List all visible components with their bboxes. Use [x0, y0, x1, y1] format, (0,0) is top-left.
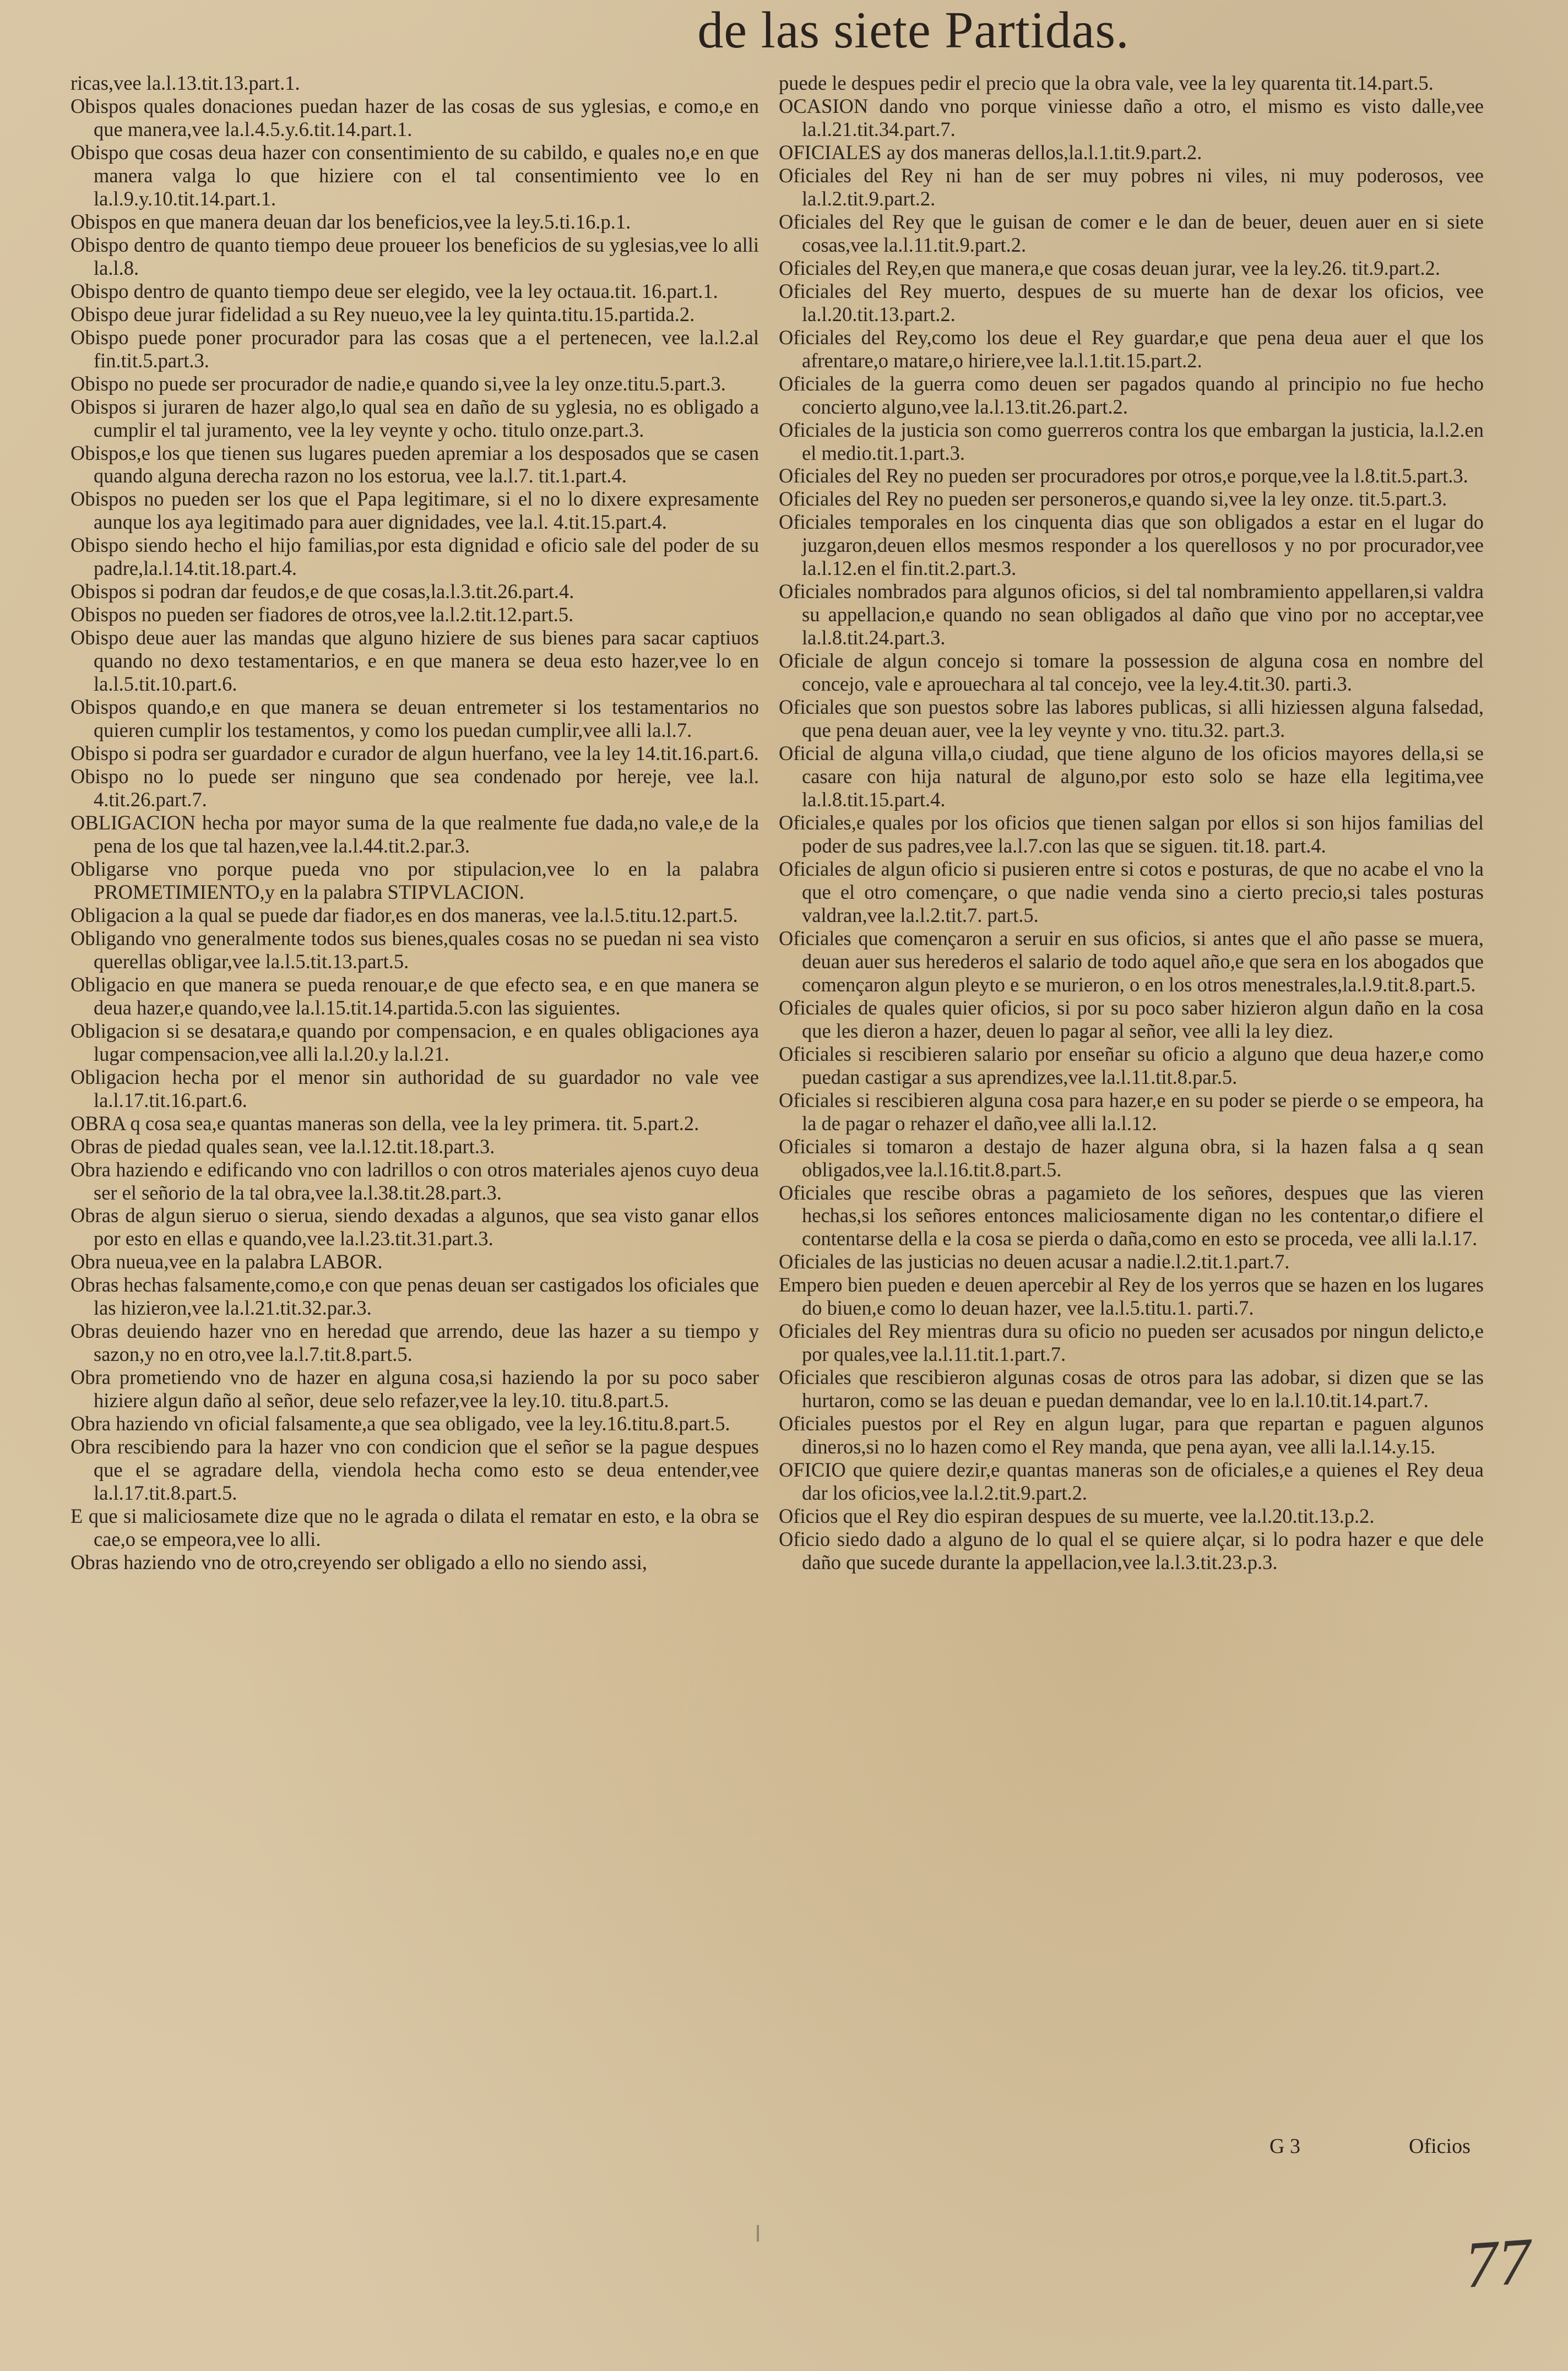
index-entry: E que si maliciosamete dize que no le agrada o dilata el rematar en esto, e la obra se cae,o se empeora,vee lo alli. — [70, 1505, 759, 1551]
index-entry: Obligacion a la qual se puede dar fiador,es en dos maneras, vee la.l.5.titu.12.part.5. — [70, 903, 738, 926]
index-entry: Obispo no puede ser procurador de nadie,e quando si,vee la ley onze.titu.5.part.3. — [70, 372, 726, 395]
index-entry: Oficiales que rescibieron algunas cosas de otros para las adobar, si dizen que se las hurtaron, como se las deuan e puedan demandar, vee lo en la.l.10.tit.14.part.7. — [779, 1366, 1484, 1412]
index-entry: Obras hechas falsamente,como,e con que penas deuan ser castigados los oficiales que las hizieron,vee la.l.21.tit.32.par.3. — [70, 1273, 759, 1320]
index-entry: Obra haziendo e edificando vno con ladrillos o con otros materiales ajenos cuyo deua ser el señorio de la tal obra,vee la.l.38.tit.28.part.3. — [70, 1158, 759, 1204]
index-entry: Obras de algun sieruo o sierua, siendo dexadas a algunos, que sea visto ganar ellos por esto en ellas e quando,vee la.l.23.tit.31.part.3. — [70, 1204, 759, 1250]
index-entry: Oficiales del Rey no pueden ser procuradores por otros,e porque,vee la l.8.tit.5.part.3. — [779, 464, 1468, 487]
index-entry: Obispos,e los que tienen sus lugares pueden apremiar a los desposados que se casen quando alguna derecha razon no los estorua, vee la.l.7. tit.1.part.4. — [70, 441, 759, 487]
index-entry: Obras haziendo vno de otro,creyendo ser obligado a ello no siendo assi, — [70, 1551, 648, 1574]
index-entry: Oficiales del Rey mientras dura su oficio no pueden ser acusados por ningun delicto,e por quales,vee la.l.11.tit.1.part.7. — [779, 1320, 1484, 1366]
index-entry: Oficiales de quales quier oficios, si por su poco saber hizieron algun daño en la cosa que les dieron a hazer, deuen lo pagar al señor, vee alli la ley diez. — [779, 996, 1484, 1042]
handwritten-folio-number: 77 — [1462, 2223, 1534, 2302]
index-entry: Obligacio en que manera se pueda renouar,e de que efecto sea, e en que manera se deua hazer,e quando,vee la.l.15.tit.14.partida.5.con las siguientes. — [70, 973, 759, 1019]
index-entry: Oficiales de la guerra como deuen ser pagados quando al principio no fue hecho concierto alguno,vee la.l.13.tit.26.part.2. — [779, 372, 1484, 418]
index-entry: Oficiales que rescibe obras a pagamieto de los señores, despues que las vieren hechas,si los señores entonces maliciosamente digan no les contentar,o difiere el contentarse della e la cosa se pierda o daña,como en esto se proceda, vee alli la.l.17. — [779, 1181, 1484, 1250]
index-entry: Obra rescibiendo para la hazer vno con condicion que el señor se la pague despues que el se agradare della, viendola hecha como esto se deua entender,vee la.l.17.tit.8.part.5. — [70, 1435, 759, 1505]
index-entry: Oficiales nombrados para algunos oficios, si del tal nombramiento appellaren,si valdra su appellacion,e quando no sean obligados al daño que vino por no acceptar,vee la.l.8.tit.24.part.3. — [779, 580, 1484, 649]
index-entry: Obras de piedad quales sean, vee la.l.12.tit.18.part.3. — [70, 1135, 495, 1158]
index-entry: Obispo puede poner procurador para las cosas que a el pertenecen, vee la.l.2.al fin.tit.5.part.3. — [70, 325, 759, 372]
index-entry: Obligarse vno porque pueda vno por stipulacion,vee lo en la palabra PROMETIMIENTO,y en la palabra STIPVLACION. — [70, 857, 759, 903]
index-entry: Obispo dentro de quanto tiempo deue proueer los beneficios de su yglesias,vee lo alli la.l.8. — [70, 233, 759, 279]
index-entry: Oficiales,e quales por los oficios que tienen salgan por ellos si son hijos familias del poder de sus padres,vee la.l.7.con las que se siguen. tit.18. part.4. — [779, 811, 1484, 857]
index-entry: Oficiales del Rey ni han de ser muy pobres ni viles, ni muy poderosos, vee la.l.2.tit.9.part.2. — [779, 164, 1484, 210]
index-entry: Oficiales del Rey,como los deue el Rey guardar,e que pena deua auer el que los afrentare,o matare,o hiriere,vee la.l.1.tit.15.part.2. — [779, 325, 1484, 372]
gutter-mark — [757, 2225, 759, 2242]
index-entry: OFICIO que quiere dezir,e quantas maneras son de oficiales,e a quienes el Rey deua dar los oficios,vee la.l.2.tit.9.part.2. — [779, 1458, 1484, 1505]
index-entry: Obispos en que manera deuan dar los beneficios,vee la ley.5.ti.16.p.1. — [70, 210, 631, 233]
index-entry: Obligando vno generalmente todos sus bienes,quales cosas no se puedan ni sea visto querellas obligar,vee la.l.5.tit.13.part.5. — [70, 926, 759, 973]
running-header — [0, 0, 1568, 63]
index-entry: Oficiales si rescibieren alguna cosa para hazer,e en su poder se pierde o se empeora, ha la de pagar o rehazer el daño,vee alli la.l.12. — [779, 1088, 1484, 1135]
index-entry: Obligacion hecha por el menor sin authoridad de su guardador no vale vee la.l.17.tit.16.part.6. — [70, 1065, 759, 1111]
index-entry: Obispos si juraren de hazer algo,lo qual sea en daño de su yglesia, no es obligado a cumplir el tal juramento, vee la ley veynte y ocho. titulo onze.part.3. — [70, 395, 759, 441]
index-entry: puede le despues pedir el precio que la obra vale, vee la ley quarenta tit.14.part.5. — [779, 72, 1434, 94]
index-entry: Oficiales de la justicia son como guerreros contra los que embargan la justicia, la.l.2.en el medio.tit.1.part.3. — [779, 418, 1484, 464]
index-entry: Oficiales temporales en los cinquenta dias que son obligados a estar en el lugar do juzgaron,deuen ellos mesmos responder a los querellosos y no por procurador,vee la.l.12.en el fin.tit.2.part.3. — [779, 511, 1484, 580]
index-entry: Obispos quando,e en que manera se deuan entremeter si los testamentarios no quieren cumplir los testamentos, y como los puedan cumplir,vee alli la.l.7. — [70, 696, 759, 742]
index-entry: ricas,vee la.l.13.tit.13.part.1. — [70, 72, 300, 94]
index-entry: OBLIGACION hecha por mayor suma de la que realmente fue dada,no vale,e de la pena de los que tal hazen,vee la.l.44.tit.2.par.3. — [70, 811, 759, 857]
index-entry: Oficiales puestos por el Rey en algun lugar, para que repartan e paguen algunos dineros,si no lo hazen como el Rey manda, que pena ayan, vee alli la.l.14.y.15. — [779, 1412, 1484, 1458]
index-entry: Oficial de alguna villa,o ciudad, que tiene alguno de los oficios mayores della,si se casare con hija natural de alguno,por esto solo se haze ella legitima,vee la.l.8.tit.15.part.4. — [779, 742, 1484, 811]
index-entry: Oficiales del Rey que le guisan de comer e le dan de beuer, deuen auer en si siete cosas,vee la.l.11.tit.9.part.2. — [779, 210, 1484, 256]
index-entry: Obispo siendo hecho el hijo familias,por esta dignidad e oficio sale del poder de su padre,la.l.14.tit.18.part.4. — [70, 534, 759, 580]
index-entry: Oficiales de algun oficio si pusieren entre si cotos e posturas, de que no acabe el vno la que el otro començare, o que nadie venda sino a cierto precio,si tales posturas valdran,vee la.l.2.tit.7. part.5. — [779, 857, 1484, 926]
index-entry: Oficiales del Rey,en que manera,e que cosas deuan jurar, vee la ley.26. tit.9.part.2. — [779, 256, 1440, 279]
index-entry: OCASION dando vno porque viniesse daño a otro, el mismo es visto dalle,vee la.l.21.tit.34.part.7. — [779, 94, 1484, 140]
index-entry: Oficio siedo dado a alguno de lo qual el se quiere alçar, si lo podra hazer e que dele daño que sucede durante la appellacion,vee la.l.3.tit.23.p.3. — [779, 1528, 1484, 1574]
page-title: de las siete Partidas. — [697, 2, 1130, 59]
index-entry: Obispos si podran dar feudos,e de que cosas,la.l.3.tit.26.part.4. — [70, 580, 574, 603]
index-entry: Oficiale de algun concejo si tomare la possession de alguna cosa en nombre del concejo, vale e aprouechara al tal concejo, vee la ley.4.tit.30. parti.3. — [779, 649, 1484, 696]
index-columns — [0, 72, 1568, 2220]
index-entry: Obispo deue jurar fidelidad a su Rey nueuo,vee la ley quinta.titu.15.partida.2. — [70, 302, 695, 325]
index-entry: OBRA q cosa sea,e quantas maneras son della, vee la ley primera. tit. 5.part.2. — [70, 1111, 699, 1135]
index-entry: Obras deuiendo hazer vno en heredad que arrendo, deue las hazer a su tiempo y sazon,y no en otro,vee la.l.7.tit.8.part.5. — [70, 1320, 759, 1366]
index-entry: Obra haziendo vn oficial falsamente,a que sea obligado, vee la ley.16.titu.8.part.5. — [70, 1412, 730, 1435]
index-entry: Obispo que cosas deua hazer con consentimiento de su cabildo, e quales no,e en que manera valga lo que hiziere con el tal consentimiento vee lo en la.l.9.y.10.tit.14.part.1. — [70, 140, 759, 210]
signature-mark: G 3 — [1269, 2135, 1300, 2158]
index-entry: Empero bien pueden e deuen apercebir al Rey de los yerros que se hazen en los lugares do biuen,e como lo deuan hazer, vee la.l.5.titu.1. parti.7. — [779, 1273, 1484, 1320]
catchword: Oficios — [1409, 2135, 1471, 2158]
index-entry: Oficiales que son puestos sobre las labores publicas, si alli hiziessen alguna falsedad, que pena deuan auer, vee la ley veynte y vno. titu.32. part.3. — [779, 696, 1484, 742]
index-entry: Obligacion si se desatara,e quando por compensacion, e en quales obligaciones aya lugar compensacion,vee alli la.l.20.y la.l.21. — [70, 1019, 759, 1065]
index-entry: Obispo dentro de quanto tiempo deue ser elegido, vee la ley octaua.tit. 16.part.1. — [70, 279, 718, 302]
index-entry: Oficiales que començaron a seruir en sus oficios, si antes que el año passe se muera, deuan auer sus herederos el salario de todo aquel año,e que sera en los abogados que començaron algun pleyto e se murieron, o en los otros menestrales,la.l.9.tit.8.part.5. — [779, 926, 1484, 996]
index-entry: Obispo si podra ser guardador e curador de algun huerfano, vee la ley 14.tit.16.part.6. — [70, 742, 759, 765]
index-entry: Oficiales del Rey muerto, despues de su muerte han de dexar los oficios, vee la.l.20.tit.13.part.2. — [779, 279, 1484, 325]
index-entry: Obra nueua,vee en la palabra LABOR. — [70, 1250, 383, 1273]
index-entry: Obispos no pueden ser fiadores de otros,vee la.l.2.tit.12.part.5. — [70, 603, 574, 626]
index-entry: Oficios que el Rey dio espiran despues de su muerte, vee la.l.20.tit.13.p.2. — [779, 1505, 1375, 1528]
index-entry: Obispos quales donaciones puedan hazer de las cosas de sus yglesias, e como,e en que manera,vee la.l.4.5.y.6.tit.14.part.1. — [70, 94, 759, 140]
index-entry: Oficiales si rescibieren salario por enseñar su oficio a alguno que deua hazer,e como puedan castigar a sus aprendizes,vee la.l.11.tit.8.par.5. — [779, 1042, 1484, 1088]
index-entry: Obra prometiendo vno de hazer en alguna cosa,si haziendo la por su poco saber hiziere algun daño al señor, deue selo refazer,vee la ley.10. titu.8.part.5. — [70, 1366, 759, 1412]
index-entry: Obispo no lo puede ser ninguno que sea condenado por hereje, vee la.l. 4.tit.26.part.7. — [70, 765, 759, 811]
index-entry: Obispo deue auer las mandas que alguno hiziere de sus bienes para sacar captiuos quando no dexo testamentarios, e en que manera se deua esto hazer,vee lo en la.l.5.tit.10.part.6. — [70, 626, 759, 696]
right-column — [779, 72, 1484, 1574]
left-column — [70, 72, 759, 1574]
index-entry: Oficiales del Rey no pueden ser personeros,e quando si,vee la ley onze. tit.5.part.3. — [779, 487, 1447, 511]
index-entry: OFICIALES ay dos maneras dellos,la.l.1.tit.9.part.2. — [779, 140, 1202, 164]
index-entry: Oficiales si tomaron a destajo de hazer alguna obra, si la hazen falsa a q sean obligados,vee la.l.16.tit.8.part.5. — [779, 1135, 1484, 1181]
index-entry: Obispos no pueden ser los que el Papa legitimare, si el no lo dixere expresamente aunque los aya legitimado para auer dignidades, vee la.l. 4.tit.15.part.4. — [70, 487, 759, 534]
index-entry: Oficiales de las justicias no deuen acusar a nadie.l.2.tit.1.part.7. — [779, 1250, 1290, 1273]
